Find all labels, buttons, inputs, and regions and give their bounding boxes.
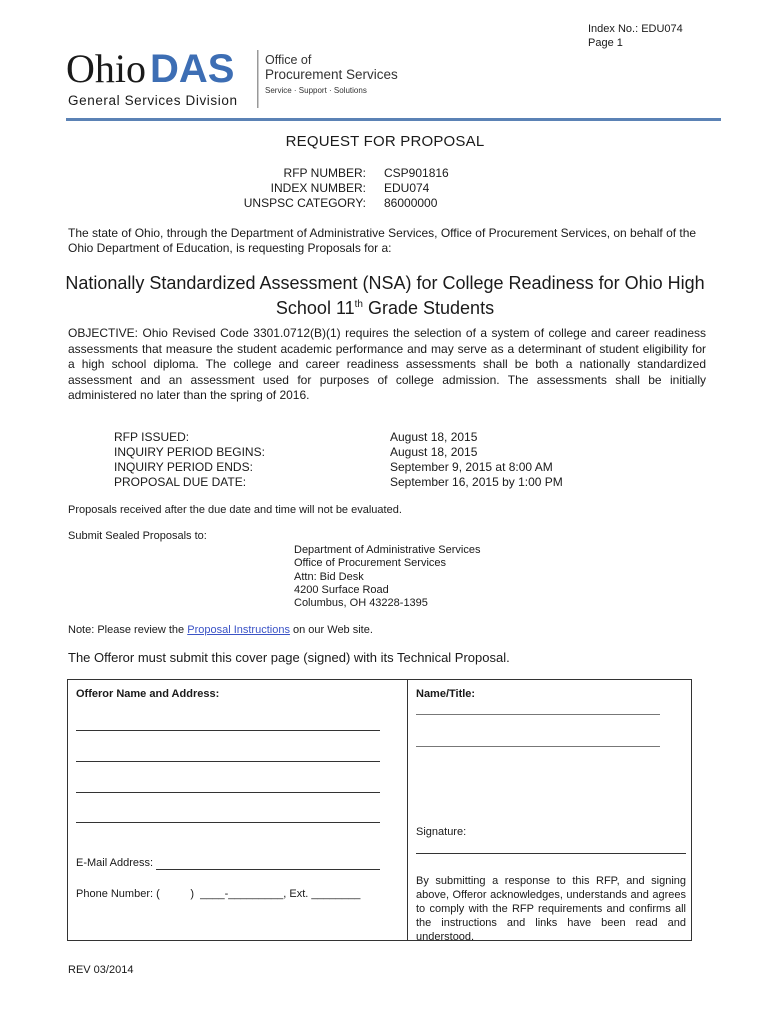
- meta-value: EDU074: [384, 181, 430, 195]
- form-column-divider: [407, 679, 408, 941]
- date-value: September 16, 2015 by 1:00 PM: [390, 475, 563, 489]
- signature-label: Signature:: [416, 826, 467, 838]
- ohio-das-logo: [66, 48, 411, 112]
- page-number: Page 1: [588, 37, 623, 49]
- web-note-before: Note: Please review the: [68, 624, 188, 636]
- logo-office-line1: Office of: [265, 53, 312, 67]
- logo-tagline: Service · Support · Solutions: [265, 86, 367, 95]
- date-label: PROPOSAL DUE DATE:: [114, 475, 247, 489]
- offeror-address-line-1[interactable]: [76, 730, 380, 731]
- logo-ohio-text: Ohio: [66, 48, 146, 91]
- meta-label: INDEX NUMBER:: [270, 181, 366, 195]
- logo-graphic: [66, 48, 411, 112]
- signature-line[interactable]: [416, 853, 686, 854]
- meta-value: CSP901816: [384, 166, 449, 180]
- offeror-address-line-4[interactable]: [76, 822, 380, 823]
- project-title: [60, 272, 710, 319]
- meta-row-rfp-number: [200, 166, 449, 181]
- rfp-title: REQUEST FOR PROPOSAL: [285, 133, 485, 150]
- address-line: Attn: Bid Desk: [294, 570, 364, 583]
- date-label: INQUIRY PERIOD ENDS:: [114, 460, 253, 474]
- offeror-address-line-2[interactable]: [76, 761, 380, 762]
- proposal-instructions-link[interactable]: Proposal Instructions: [187, 624, 290, 636]
- address-line: 4200 Surface Road: [294, 583, 389, 596]
- cover-page-note: The Offeror must submit this cover page (signed) with its Technical Proposal.: [68, 650, 510, 665]
- submit-label: Submit Sealed Proposals to:: [68, 530, 207, 542]
- offeror-address-line-3[interactable]: [76, 792, 380, 793]
- mailing-address: [294, 544, 480, 610]
- header-rule: [66, 118, 721, 121]
- date-label: INQUIRY PERIOD BEGINS:: [114, 445, 265, 459]
- meta-value: 86000000: [384, 196, 438, 210]
- date-row-proposal-due: [114, 475, 563, 490]
- date-row-inquiry-begins: [114, 445, 563, 460]
- date-value: August 18, 2015: [390, 430, 478, 444]
- web-note-after: on our Web site.: [289, 624, 373, 636]
- address-line: Office of Procurement Services: [294, 557, 447, 570]
- index-block: [588, 22, 683, 50]
- project-title-part2: Grade Students: [362, 298, 495, 318]
- email-label: E-Mail Address:: [76, 857, 154, 869]
- project-title-part1: Nationally Standardized Assessment (NSA) for College Readiness for Ohio High School 11: [65, 273, 705, 318]
- phone-number-field[interactable]: Phone Number: ( ) ____-_________, Ext. ________: [76, 888, 361, 900]
- logo-office-line2: Procurement Services: [265, 67, 398, 82]
- revision-footer: REV 03/2014: [68, 964, 134, 976]
- logo-division-text: General Services Division: [68, 93, 238, 108]
- date-row-rfp-issued: [114, 430, 563, 445]
- address-line: Columbus, OH 43228-1395: [294, 597, 428, 610]
- meta-label: UNSPSC CATEGORY:: [243, 196, 366, 210]
- meta-label: RFP NUMBER:: [283, 166, 366, 180]
- key-dates: [114, 430, 563, 490]
- objective-paragraph: OBJECTIVE: Ohio Revised Code 3301.0712(B)(1) requires the selection of a system of college and career readiness assessments that measure the student academic performance and may serve as a determinant of student eligibility for a high school diploma. The college and career readiness assessments shall be both a nationally standardized assessment and an assessment used for purposes of college admission. The assessments shall be initially administered no later than the spring of 2016.: [68, 326, 706, 402]
- date-row-inquiry-ends: [114, 460, 563, 475]
- logo-divider: [257, 50, 259, 108]
- offeror-name-address-header: Offeror Name and Address:: [76, 688, 220, 700]
- meta-row-index-number: [200, 181, 449, 196]
- address-line: Department of Administrative Services: [294, 544, 481, 556]
- project-title-sup: th: [354, 299, 363, 310]
- name-title-line-2[interactable]: [416, 746, 660, 747]
- meta-row-unspsc-category: [200, 196, 449, 211]
- date-label: RFP ISSUED:: [114, 430, 190, 444]
- index-number: Index No.: EDU074: [588, 23, 683, 35]
- web-note: [68, 624, 373, 636]
- name-title-line-1[interactable]: [416, 714, 660, 715]
- date-value: September 9, 2015 at 8:00 AM: [390, 460, 553, 474]
- intro-paragraph: The state of Ohio, through the Department of Administrative Services, Office of Procurement Services, on behalf of the Ohio Department of Education, is requesting Proposals for a:: [68, 226, 697, 255]
- rfp-meta: [200, 166, 449, 211]
- email-field-line[interactable]: [156, 869, 380, 870]
- acknowledgement-text: By submitting a response to this RFP, and signing above, Offeror acknowledges, understands and agrees to comply with the RFP requirements and confirms all the instructions and links have been read and understood.: [416, 875, 686, 943]
- name-title-header: Name/Title:: [416, 688, 476, 700]
- late-proposal-note: Proposals received after the due date and time will not be evaluated.: [68, 504, 402, 516]
- logo-das-text: DAS: [150, 48, 235, 91]
- date-value: August 18, 2015: [390, 445, 478, 459]
